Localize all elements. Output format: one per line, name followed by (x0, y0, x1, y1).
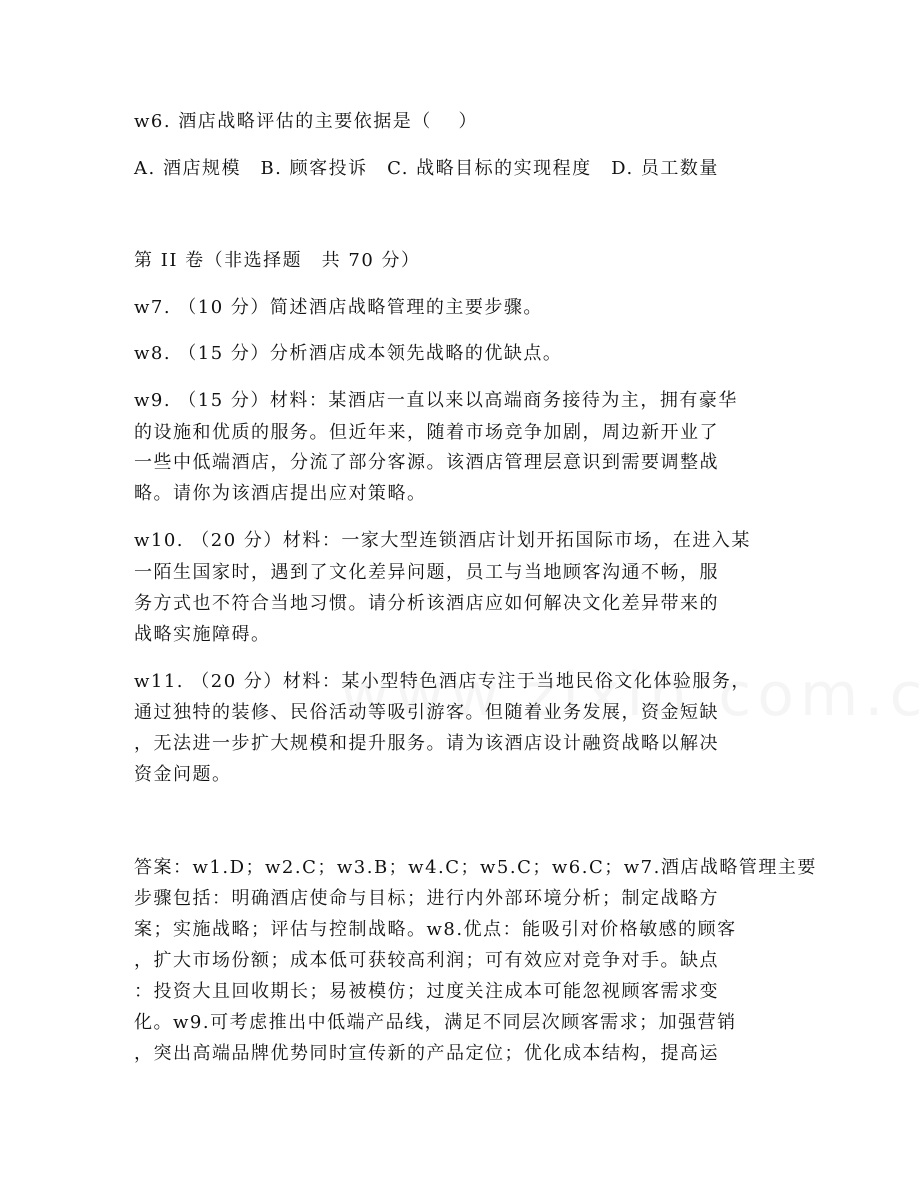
question-9-line-2: 的设施和优质的服务。但近年来，随着市场竞争加剧，周边新开业了 (134, 422, 719, 443)
question-10-line-3: 务方式也不符合当地习惯。请分析该酒店应如何解决文化差异带来的 (134, 593, 719, 614)
answer-line-4: ，扩大市场份额；成本低可获较高利润；可有效应对竞争对手。缺点 (134, 950, 719, 971)
answer-line-1: 答案：w1.D；w2.C；w3.B；w4.C；w5.C；w6.C；w7.酒店战略管理主要 (134, 857, 817, 878)
question-9-line-1: w9. （15 分）材料：某酒店一直以来以高端商务接待为主，拥有豪华 (134, 390, 738, 411)
question-10-line-1: w10. （20 分）材料：一家大型连锁酒店计划开拓国际市场，在进入某 (134, 530, 751, 551)
question-10-line-2: 一陌生国家时，遇到了文化差异问题，员工与当地顾客沟通不畅，服 (134, 562, 719, 583)
question-11-line-4: 资金问题。 (134, 764, 232, 785)
question-11-line-2: 通过独特的装修、民俗活动等吸引游客。但随着业务发展，资金短缺 (134, 702, 719, 723)
question-9-line-3: 一些中低端酒店，分流了部分客源。该酒店管理层意识到需要调整战 (134, 452, 719, 473)
question-10-line-4: 战略实施障碍。 (134, 624, 271, 645)
answer-line-7: ，突出高端品牌优势同时宣传新的产品定位；优化成本结构，提高运 (134, 1043, 719, 1064)
section-2-heading: 第 II 卷（非选择题 共 70 分） (134, 250, 421, 271)
answer-line-3: 案；实施战略；评估与控制战略。w8.优点：能吸引对价格敏感的顾客 (134, 919, 737, 940)
answer-line-6: 化。w9.可考虑推出中低端产品线，满足不同层次顾客需求；加强营销 (134, 1012, 737, 1033)
question-8: w8. （15 分）分析酒店成本领先战略的优缺点。 (134, 343, 563, 364)
answer-line-2: 步骤包括：明确酒店使命与目标；进行内外部环境分析；制定战略方 (134, 888, 719, 909)
question-7: w7. （10 分）简述酒店战略管理的主要步骤。 (134, 297, 543, 318)
question-11-line-3: ，无法进一步扩大规模和提升服务。请为该酒店设计融资战略以解决 (134, 733, 719, 754)
question-9-line-4: 略。请你为该酒店提出应对策略。 (134, 483, 427, 504)
question-11-line-1: w11. （20 分）材料：某小型特色酒店专注于当地民俗文化体验服务， (134, 671, 751, 692)
answer-line-5: ：投资大且回收期长；易被模仿；过度关注成本可能忽视顾客需求变 (134, 981, 719, 1002)
question-6-options: A. 酒店规模 B. 顾客投诉 C. 战略目标的实现程度 D. 员工数量 (134, 158, 719, 179)
question-6: w6. 酒店战略评估的主要依据是（ ） (134, 111, 479, 132)
